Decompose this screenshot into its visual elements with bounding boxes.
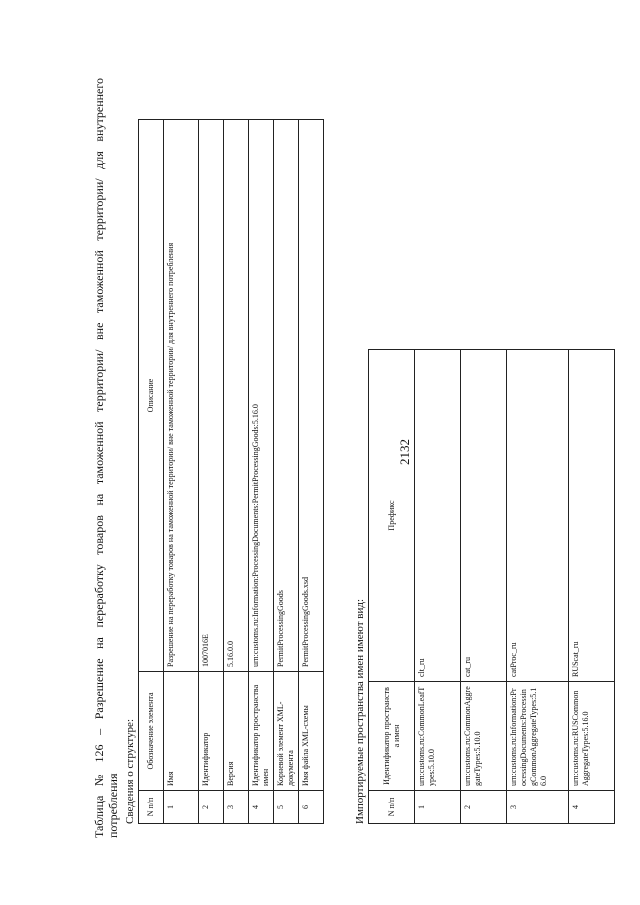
page-number: 2132	[397, 439, 412, 465]
cell-description: Разрешение на переработку товаров на таможенной территории/ вне таможенной территории/ для внутреннего потребления	[164, 120, 199, 672]
cell-prefix: clt_ru	[415, 350, 461, 682]
cell-designation: Корневой элемент XML-документа	[274, 672, 299, 791]
cell-number: 2	[199, 791, 224, 824]
table-row	[415, 350, 461, 824]
table-title: Таблица № 126 – Разрешение на переработку товаров на таможенной территории/ вне таможенной территории/ для внутреннего потребления	[92, 78, 120, 838]
structure-table	[138, 119, 324, 824]
column-header-prefix: Префикс	[369, 350, 415, 682]
structure-caption: Сведения о структуре:	[124, 719, 136, 824]
table-row	[461, 350, 507, 824]
cell-number: 4	[249, 791, 274, 824]
cell-description: 5.16.0.0	[224, 120, 249, 672]
table-row	[507, 350, 569, 824]
cell-number: 3	[507, 791, 569, 824]
cell-prefix: cat_ru	[461, 350, 507, 682]
cell-namespace: urn:customs.ru:CommonAggregateTypes:5.10.0	[461, 682, 507, 791]
cell-designation: Имя файла XML-схемы	[299, 672, 324, 791]
cell-description: PermitProcessingGoods.xsd	[299, 120, 324, 672]
cell-description: PermitProcessingGoods	[274, 120, 299, 672]
cell-description: 1007016E	[199, 120, 224, 672]
table-row	[249, 120, 274, 824]
namespaces-table	[368, 349, 615, 824]
column-header-namespace: Идентификатор пространства имен	[369, 682, 415, 791]
namespaces-caption: Импортируемые пространства имен имеют вид:	[354, 598, 366, 824]
table-row	[274, 120, 299, 824]
cell-number: 1	[415, 791, 461, 824]
table-row	[299, 120, 324, 824]
column-header-number: N п/п	[369, 791, 415, 824]
cell-number: 2	[461, 791, 507, 824]
table-row	[164, 120, 199, 824]
table-header-row	[369, 350, 415, 824]
cell-designation: Имя	[164, 672, 199, 791]
table-row	[224, 120, 249, 824]
cell-designation: Идентификатор	[199, 672, 224, 791]
rotated-content	[92, 78, 632, 838]
column-header-designation: Обозначение элемента	[139, 672, 164, 791]
cell-namespace: urn:customs.ru:CommonLeafTypes:5.10.0	[415, 682, 461, 791]
column-header-description: Описание	[139, 120, 164, 672]
cell-number: 3	[224, 791, 249, 824]
cell-designation: Версия	[224, 672, 249, 791]
cell-description: urn:customs.ru:Information:ProcessingDocuments:PermitProcessingGoods:5.16.0	[249, 120, 274, 672]
cell-number: 5	[274, 791, 299, 824]
cell-designation: Идентификатор пространства имен	[249, 672, 274, 791]
cell-number: 1	[164, 791, 199, 824]
table-row	[569, 350, 615, 824]
cell-number: 6	[299, 791, 324, 824]
table-row	[199, 120, 224, 824]
cell-namespace: urn:customs.ru:RUSCommonAggregateTypes:5.16.0	[569, 682, 615, 791]
table-header-row	[139, 120, 164, 824]
cell-namespace: urn:customs.ru:Information:ProcessingDocuments:ProcessingCommonAggregateTypes:5.16.0	[507, 682, 569, 791]
column-header-number: N п/п	[139, 791, 164, 824]
cell-number: 4	[569, 791, 615, 824]
cell-prefix: catProc_ru	[507, 350, 569, 682]
cell-prefix: RUScat_ru	[569, 350, 615, 682]
